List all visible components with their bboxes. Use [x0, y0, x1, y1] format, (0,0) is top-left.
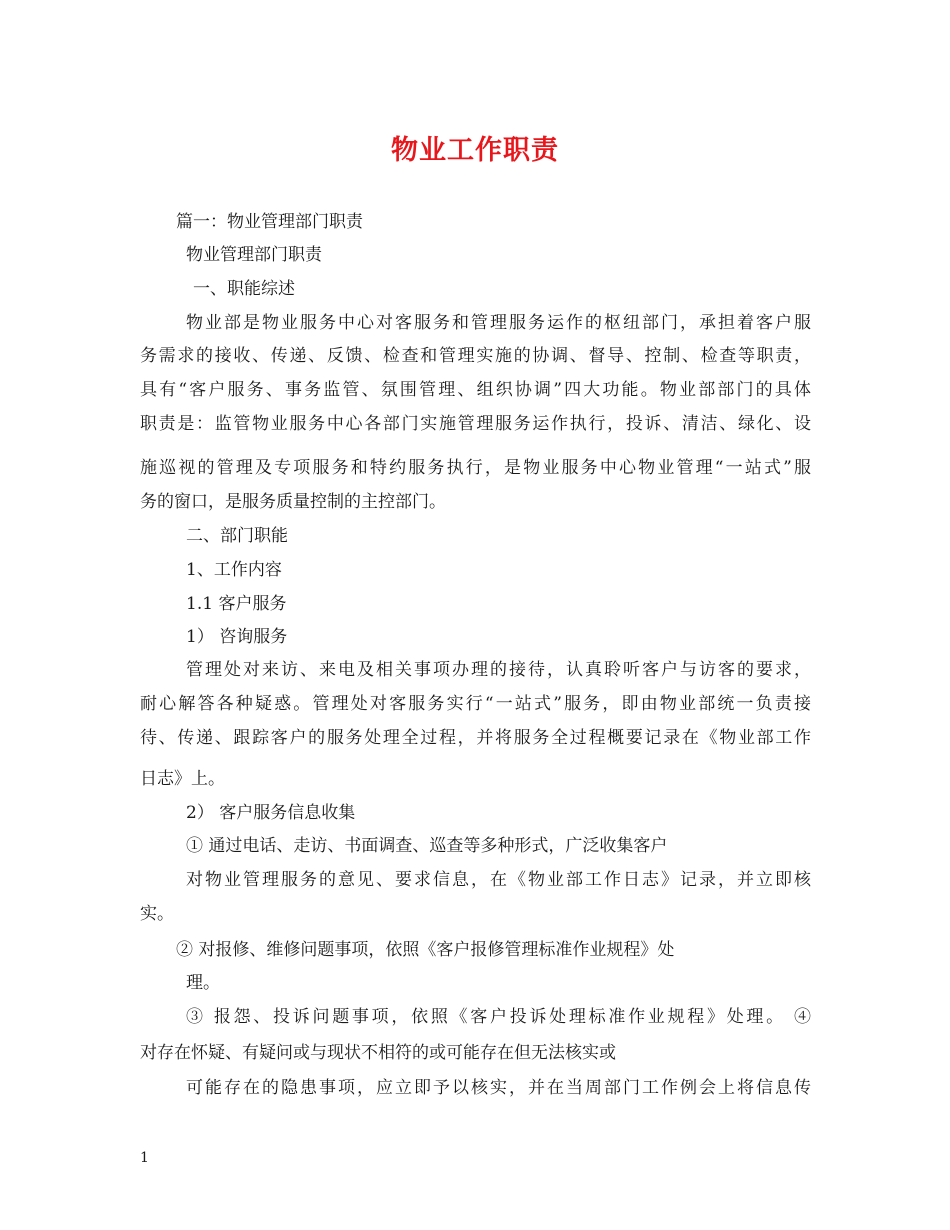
text-line: ② 对报修、维修问题事项，依照《客户报修管理标准作业规程》处 [176, 940, 675, 960]
text-line: 1、工作内容 [186, 560, 282, 580]
text-line: 2） 客户服务信息收集 [186, 803, 356, 823]
text-line: 职责是：监管物业服务中心各部门实施管理服务运作执行，投诉、清洁、绿化、设 [140, 414, 811, 434]
text-line: 对物业管理服务的意见、要求信息，在《物业部工作日志》记录，并立即核 [186, 870, 811, 890]
text-line: 一、职能综述 [193, 279, 295, 299]
text-line: 理。 [186, 973, 220, 993]
text-line: 实。 [140, 904, 174, 924]
text-line: 对存在怀疑、有疑问或与现状不相符的或可能存在但无法核实或 [140, 1043, 616, 1063]
text-line: 1.1 客户服务 [186, 594, 287, 614]
text-line: 务的窗口，是服务质量控制的主控部门。 [140, 492, 446, 512]
text-line: 耐心解答各种疑惑。管理处对客服务实行“一站式”服务，即由物业部统一负责接 [140, 694, 811, 714]
text-line: 可能存在的隐患事项，应立即予以核实，并在当周部门工作例会上将信息传 [186, 1078, 811, 1098]
document-title: 物业工作职责 [391, 135, 559, 166]
text-line: 物业管理部门职责 [186, 245, 322, 265]
text-line: 篇一：物业管理部门职责 [176, 212, 363, 232]
text-line: 1） 咨询服务 [186, 627, 288, 647]
text-line: ① 通过电话、走访、书面调查、巡查等多种形式，广泛收集客户 [186, 836, 668, 856]
text-line: 管理处对来访、来电及相关事项办理的接待，认真聆听客户与访客的要求， [186, 660, 811, 680]
text-line: 二、部门职能 [186, 526, 288, 546]
text-line: 物业部是物业服务中心对客服务和管理服务运作的枢纽部门，承担着客户服 [186, 313, 811, 333]
text-line: 施巡视的管理及专项服务和特约服务执行，是物业服务中心物业管理“一站式”服 [140, 458, 811, 478]
text-line: 务需求的接收、传递、反馈、检查和管理实施的协调、督导、控制、检查等职责， [140, 346, 811, 366]
text-line: 待、传递、跟踪客户的服务处理全过程，并将服务全过程概要记录在《物业部工作 [140, 728, 811, 748]
text-line: 具有“客户服务、事务监管、氛围管理、组织协调”四大功能。物业部部门的具体 [140, 380, 811, 400]
text-line: ③ 报怨、投诉问题事项，依照《客户投诉处理标准作业规程》处理。 ④ [186, 1007, 811, 1027]
text-line: 日志》上。 [140, 769, 225, 789]
page-number: 1 [140, 1150, 149, 1166]
